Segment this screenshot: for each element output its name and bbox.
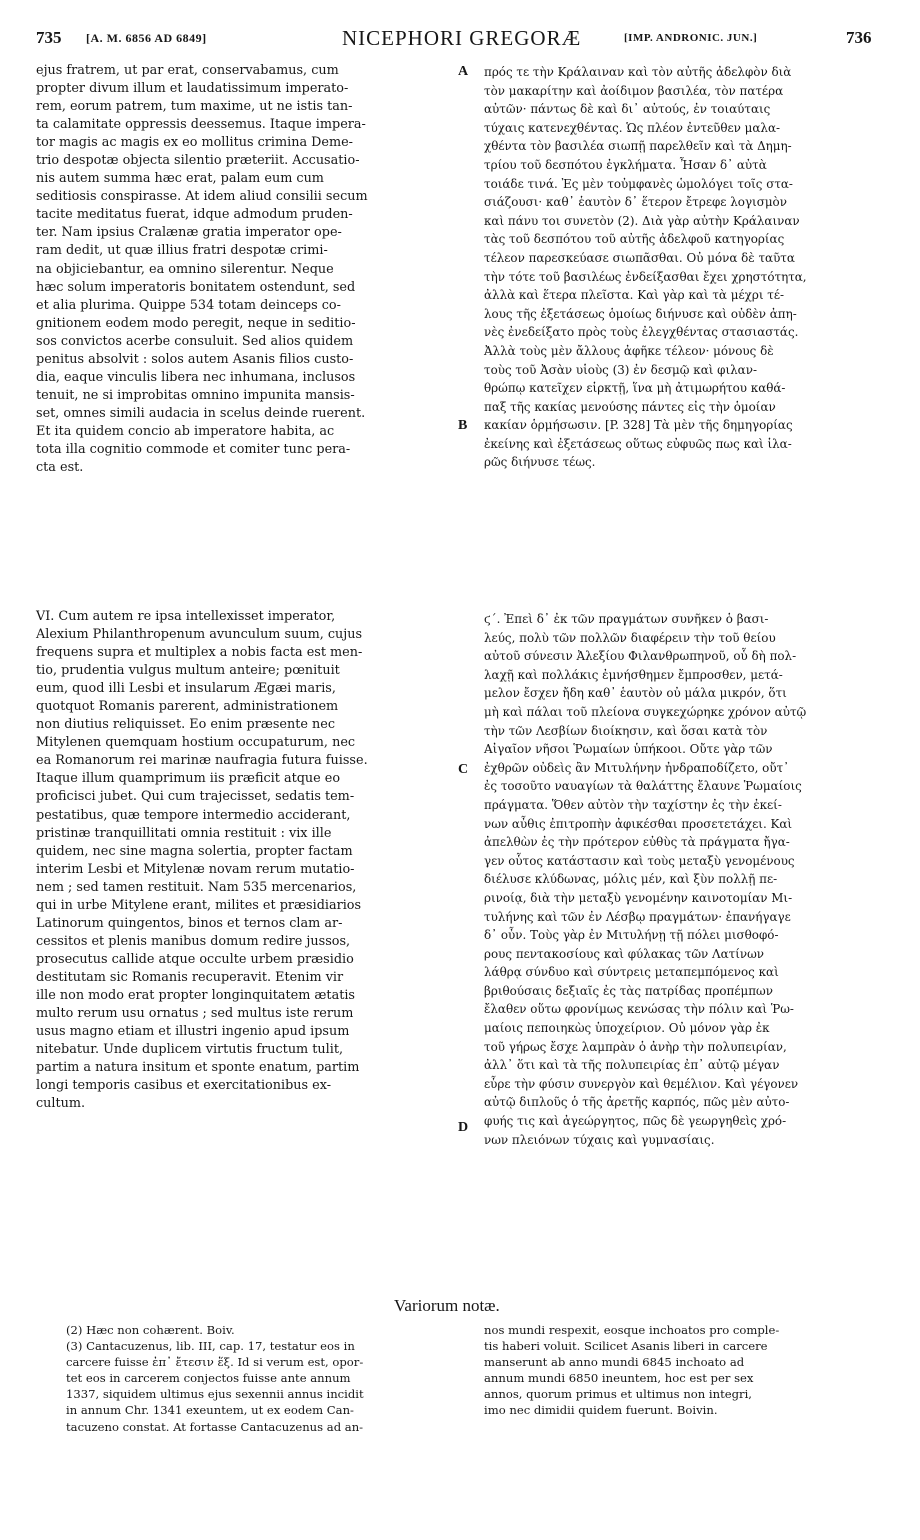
greek-column-bottom: ϛ΄. Ἐπεὶ δ᾽ ἐκ τῶν πραγμάτων συνῆκεν ὁ βασι- λεύς, πολὺ τῶν πολλῶν διαφέρειν τὴν τοῦ θείου αὐτοῦ σύνεσιν Ἀλεξίου Φιλανθρωπηνοῦ, οὗ δὴ πολ- λαχῇ καὶ πολλάκις ἐμνήσθημεν ἔμπροσθεν, μετά- μελον ἔσχεν ἤδη καθ᾽ ἑαυτὸν οὐ μάλα μικρόν, ὅτι μὴ καὶ πάλαι τοῦ πλείονα συγκεχώρηκε χρόνον αὐτῷ τὴν τῶν Λεσβίων διοίκησιν, καὶ ὅσαι κατὰ τὸν Αἰγαῖον νῆσοι Ῥωμαίων ὑπήκοοι. Οὔτε γὰρ τῶν ἐχθρῶν οὐδεὶς ἂν Μιτυλήνην ἠνδραποδίζετο, οὔτ᾽ ἐς τοσοῦτο ναυαγίων τὰ θαλάττης ἔλαυνε Ῥωμαίοις πράγματα. Ὅθεν αὐτὸν τὴν ταχίστην ἐς τὴν ἐκεί- νων αὖθις ἐπιτροπὴν ἀφικέσθαι προσετετάχει. Καὶ ἀπελθὼν ἐς τὴν πρότερον εὐθὺς τὰ πράγματα ἤγα- γεν οὗτος κατάστασιν καὶ τοὺς μεταξὺ γενομένους διέλυσε κλύδωνας, μόλις μέν, καὶ ξὺν πολλῇ πε- ρινοίᾳ, διὰ τὴν μεταξὺ γενομένην καινοτομίαν Μι- τυλήνης καὶ τῶν ἐν Λέσβῳ πραγμάτων· ἐπανήγαγε δ᾽ οὖν. Τοὺς γὰρ ἐν Μιτυλήνῃ τῇ πόλει μισθοφό- ρους πεντακοσίους καὶ φύλακας τῶν Λατίνων λάθρᾳ σύνδυο καὶ σύντρεις μεταπεμπόμενος καὶ βριθούσαις δεξιαῖς ἐς τὰς πατρίδας προπέμπων ἔλαθεν οὕτω φρονίμως κενώσας τὴν πόλιν καὶ Ῥω- μαίοις πεποιηκὼς ὑποχείριον. Οὐ μόνον γὰρ ἐκ τοῦ γήρως ἔσχε λαμπρὰν ὁ ἀνὴρ τὴν πολυπειρίαν, ἀλλ᾽ ὅτι καὶ τὰ τῆς πολυπειρίας ἐπ᾽ αὐτῷ μέγαν εὗρε τὴν φύσιν συνεργὸν καὶ θεμέλιον. Καὶ γέγονεν αὐτῷ διπλοῦς ὁ τῆς ἀρετῆς καρπός, πῶς μὲν αὐτο- φυής τις καὶ ἀγεώργητος, πῶς δὲ γεωργηθεὶς χρό- νων πλειόνων τύχαις καὶ γυμνασίαις.	[484, 612, 807, 1147]
footnotes-left: (2) Hæc non cohærent. Boiv. (3) Cantacuzenus, lib. III, cap. 17, testatur eos in carcere fuisse ἐπ᾽ ἔτεσιν ἕξ. Id si verum est, opor- tet eos in carcerem conjectos fuisse ante annum 1337, siquidem ultimus ejus sexennii annus incidit in annum Chr. 1341 exeuntem, ut ex eodem Can- tacuzeno constat. At fortasse Cantacuzenus ad an-	[66, 1323, 364, 1434]
date-range: [A. M. 6856 AD 6849]	[86, 31, 207, 45]
margin-marker-c: C	[458, 762, 469, 777]
margin-marker-b: B	[458, 418, 468, 433]
margin-marker-a: A	[458, 64, 469, 79]
greek-column-top: πρός τε τὴν Κράλαιναν καὶ τὸν αὐτῆς ἀδελφὸν διὰ τὸν μακαρίτην καὶ ἀοίδιμον βασιλέα, τὸν πατέρα αὐτῶν· πάντως δὲ καὶ δι᾽ αὐτούς, ἐν τοιαύταις τύχαις κατενεχθέντας. Ὡς πλέον ἐντεῦθεν μαλα- χθέντα τὸν βασιλέα σιωπῇ παρελθεῖν καὶ τὰ Δημη- τρίου τοῦ δεσπότου ἐγκλήματα. Ἦσαν δ᾽ αὐτὰ τοιάδε τινά. Ἐς μὲν τοὐμφανὲς ὡμολόγει τοῖς στα- σιάζουσι· καθ᾽ ἑαυτὸν δ᾽ ἕτερον ἔτρεφε λογισμὸν καὶ πάνυ τοι συνετὸν (2). Διὰ γὰρ αὐτὴν Κράλαιναν τὰς τοῦ δεσπότου τοῦ αὐτῆς ἀδελφοῦ κατηγορίας τέλεον παρεσκεύασε σιωπᾶσθαι. Οὐ μόνα δὲ ταῦτα τὴν τότε τοῦ βασιλέως ἐνδείξασθαι ἔχει χρηστότητα, ἀλλὰ καὶ ἕτερα πλεῖστα. Καὶ γὰρ καὶ τὰ μέχρι τέ- λους τῆς ἐξετάσεως ὁμοίως διήνυσε καὶ οὐδὲν ἀπη- νὲς ἐνεδείξατο πρὸς τοὺς ἐλεγχθέντας στασιαστάς. Ἀλλὰ τοὺς μὲν ἄλλους ἀφῆκε τέλεον· μόνους δὲ τοὺς τοῦ Ἀσὰν υἱοὺς (3) ἐν δεσμῷ καὶ φιλαν- θρώπῳ κατεῖχεν εἱρκτῇ, ἵνα μὴ ἀτιμωρήτου καθά- παξ τῆς κακίας μενούσης πάντες εἰς τὴν ὁμοίαν κακίαν ὁρμήσωσιν. [P. 328] Τὰ μὲν τῆς δημηγορίας ἐκείνης καὶ ἐξετάσεως οὕτως εὐφυῶς πως καὶ ἱλα- ρῶς διήνυσε τέως.	[484, 65, 807, 470]
latin-column-top: ejus fratrem, ut par erat, conservabamus, cum propter divum illum et laudatissimum imperato- rem, eorum patrem, tum maxime, ut ne istis tan- ta calamitate oppressis deessemus. Itaque impera- tor magis ac magis ex eo mollitus crimina Deme- trio despotæ objecta silentio præteriit. Accusatio- nis autem summa hæc erat, palam eum cum seditiosis conspirasse. At idem aliud consilii secum tacite meditatus fuerat, idque admodum pruden- ter. Nam ipsius Cralænæ gratia imperator ope- ram dedit, ut quæ illius fratri despotæ crimi- na objiciebantur, ea omnino silerentur. Neque hæc solum imperatoris bonitatem ostendunt, sed et alia plurima. Quippe 534 totam deinceps co- gnitionem eodem modo peregit, neque in seditio- sos convictos acerbe consuluit. Sed alios quidem penitus absolvit : solos autem Asanis filios custo- dia, eaque vinculis libera nec inhumana, inclusos tenuit, ne si improbitas omnino impunita mansis- set, omnes simili audacia in scelus deinde ruerent. Et ita quidem concio ab imperatore habita, ac tota illa cognitio commode et comiter tunc pera- cta est.	[36, 63, 368, 476]
running-title: NICEPHORI GREGORÆ	[342, 26, 582, 50]
latin-column-bottom: VI. Cum autem re ipsa intellexisset imperator, Alexium Philanthropenum avunculum suum, cujus frequens supra et multiplex a nobis facta est men- tio, prudentia vulgus multum anteire; pœnituit eum, quod illi Lesbi et insularum Ægæi maris, quotquot Romanis parerent, administrationem non diutius reliquisset. Eo enim præsente nec Mitylenen quemquam hostium occupaturum, nec ea Romanorum rei marinæ naufragia futura fuisse. Itaque illum quamprimum iis præficit atque eo proficisci jubet. Qui cum trajecisset, sedatis tem- pestatibus, quæ tempore intermedio acciderant, pristinæ tranquillitati omnia restituit : vix ille quidem, nec sine magna solertia, propter factam interim Lesbi et Mitylenæ novam rerum mutatio- nem ; sed tamen restituit. Nam 535 mercenarios, qui in urbe Mitylene erant, milites et præsidiarios Latinorum quingentos, binos et ternos clam ar- cessitos et plenis manibus domum redire jussos, prosecutus callide atque occulte urbem præsidio destitutam sic Romanis recuperavit. Etenim vir ille non modo erat propter longinquitatem ætatis multo rerum usu ornatus ; sed multus iste rerum usus magno etiam et illustri ingenio apud ipsum nitebatur. Unde duplicem virtutis fructum tulit, partim a natura insitum et sponte enatum, partim longi temporis casibus et exercitationibus ex- cultum.	[36, 609, 368, 1112]
left-page-number: 735	[36, 28, 62, 47]
running-header	[0, 28, 920, 58]
footnotes-right: nos mundi respexit, eosque inchoatos pro comple- tis haberi voluit. Scilicet Asanis liberi in carcere manserunt ab anno mundi 6845 inchoato ad annum mundi 6850 ineuntem, hoc est per sex annos, quorum primus et ultimus non integri, imo nec dimidii quidem fuerunt. Boivin.	[484, 1323, 780, 1418]
notes-heading: Variorum notæ.	[394, 1296, 500, 1315]
right-page-number: 736	[846, 28, 872, 47]
margin-marker-d: D	[458, 1120, 469, 1135]
reign-note: [IMP. ANDRONIC. JUN.]	[624, 32, 758, 44]
